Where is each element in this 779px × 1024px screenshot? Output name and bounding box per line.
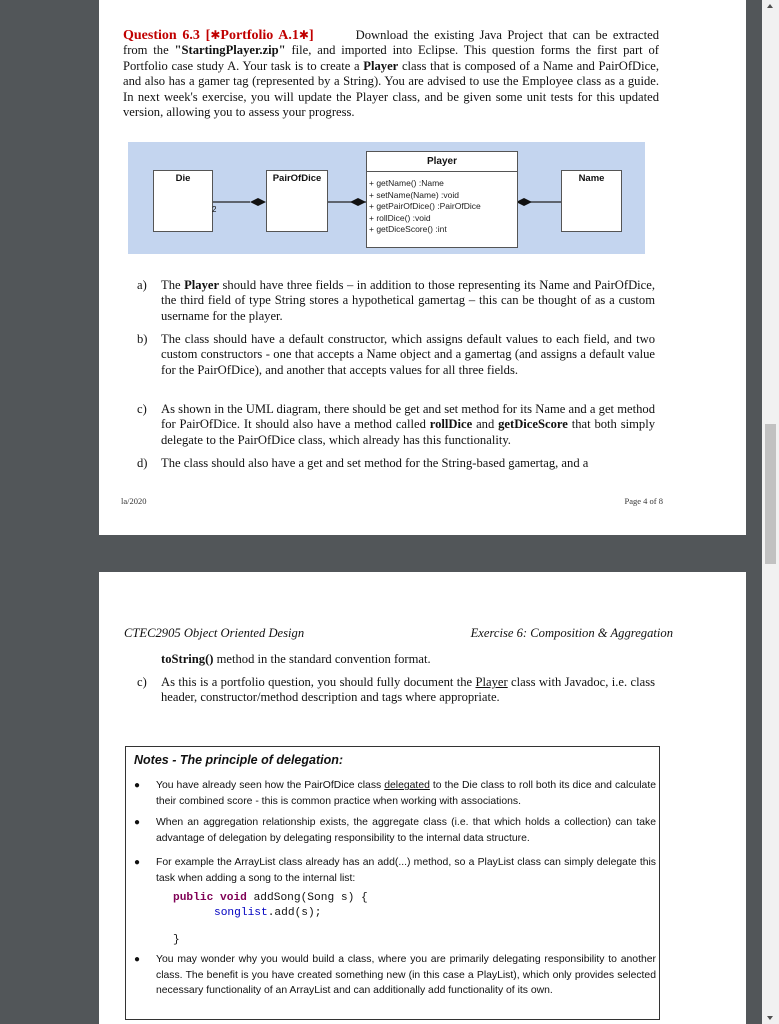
name-class-box: Name [561,170,622,232]
list-item-a: a) The Player should have three fields – in addition to those representing its Name and PairOfDice, the third field of type String stores a hypothetical gamertag – this can be thought of as a custom username for the player. [137,278,655,323]
bullet-icon: ● [134,954,141,965]
method-row: + getPairOfDice() :PairOfDice [369,201,481,211]
list-item-e: c) As this is a portfolio question, you should fully document the Player class with Javadoc, i.e. class header, constructor/method description and tags where appropriate. [137,675,655,705]
method-row: + getName() :Name [369,178,444,188]
note-item: ● When an aggregation relationship exists, the aggregate class (i.e. that which holds a collection) can take advantage of delegation by delegating responsibility to the internal data structure. [134,817,656,844]
star-icon: ✱ [298,28,309,42]
bullet-icon: ● [134,817,141,828]
composition-diamond [516,198,532,206]
question-paragraph: Question 6.3 [✱Portfolio A.1✱] Download the existing Java Project that can be extracted from the "StartingPlayer.zip" file, and imported into Eclipse. This question forms the first part of Portfolio case study A. Your task is to create a Player class that is composed of a Name and PairOfDice, and also has a gamer tag (represented by a String). You are advised to use the Employee class as a guide. In next week's exercise, you will update the Player class, and be given some unit tests for this updated version, allowing you to assess your progress. [123,28,659,120]
die-class-box: Die [153,170,213,232]
note-item: ● You may wonder why you would build a class, where you are primarily delegating responsibility to another class. The benefit is you have created something new (in this case a PlayList), which only provides selected necessary functionality of an ArrayList and can additionally add functionality of its own. [134,954,656,996]
notes-title: Notes - The principle of delegation: [134,753,344,767]
multiplicity-label: 2 [212,205,217,214]
code-line-close: } [173,934,180,946]
course-header: CTEC2905 Object Oriented Design [124,626,305,640]
player-class-box: Player + getName() :Name + setName(Name) :void + getPairOfDice() :PairOfDice + rollDice() :void + getDiceScore() :int [366,151,518,248]
note-item: ● For example the ArrayList class already has an add(...) method, so a PlayList class can simply delegate this task when adding a song to the internal list: [134,857,656,884]
pairofdice-class-box: PairOfDice [266,170,328,232]
document-page-5 [99,572,746,1024]
uml-class-diagram [128,142,645,254]
note-item: ● You have already seen how the PairOfDice class delegated to the Die class to roll both its dice and calculate their combined score - this is common practice when working with associations. [134,780,656,807]
method-row: + rollDice() :void [369,212,431,223]
composition-diamond [250,198,266,206]
document-page-4 [99,0,746,535]
vertical-scrollbar[interactable] [762,0,779,1024]
list-item-c: c) As shown in the UML diagram, there should be get and set method for its Name and a get method for PairOfDice. It should also have a method called rollDice and getDiceScore that both simply delegate to the PairOfDice class, which already has this functionality. [137,402,655,447]
bullet-icon: ● [134,780,141,791]
zip-filename: "StartingPlayer.zip" [174,43,286,58]
player-term: Player [363,58,399,73]
exercise-header: Exercise 6: Composition & Aggregation [470,626,673,640]
scrollbar-thumb[interactable] [765,424,776,564]
list-item-b: b) The class should have a default constructor, which assigns default values to each field, and two custom constructors - one that accepts a Name object and a gamertag (and assigns a default value for the PairOfDice), and another that accepts values for all three fields. [137,332,655,377]
notes-box [125,746,660,1020]
method-row: + getDiceScore() :int [369,224,447,234]
composition-diamond [350,198,366,206]
question-heading: Question 6.3 [✱Portfolio A.1✱] [123,28,314,43]
list-item-d: d) The class should also have a get and set method for the String-based gamertag, and a [137,456,589,470]
scroll-down-icon[interactable] [767,1016,773,1020]
scroll-up-icon[interactable] [767,4,773,8]
bullet-icon: ● [134,857,141,868]
method-row: + setName(Name) :void [369,189,459,200]
code-line-body: songlist.add(s); [214,907,322,919]
player-methods [367,172,517,236]
page-number: Page 4 of 8 [624,496,663,506]
star-icon: ✱ [210,28,221,42]
list-item-d-continued: toString() method in the standard convention format. [161,652,431,666]
code-line-signature: public void addSong(Song s) { [173,892,368,904]
footer-left: la/2020 [121,496,147,506]
intro-text: Download the existing Java Project that can be extracted from the [123,28,659,58]
